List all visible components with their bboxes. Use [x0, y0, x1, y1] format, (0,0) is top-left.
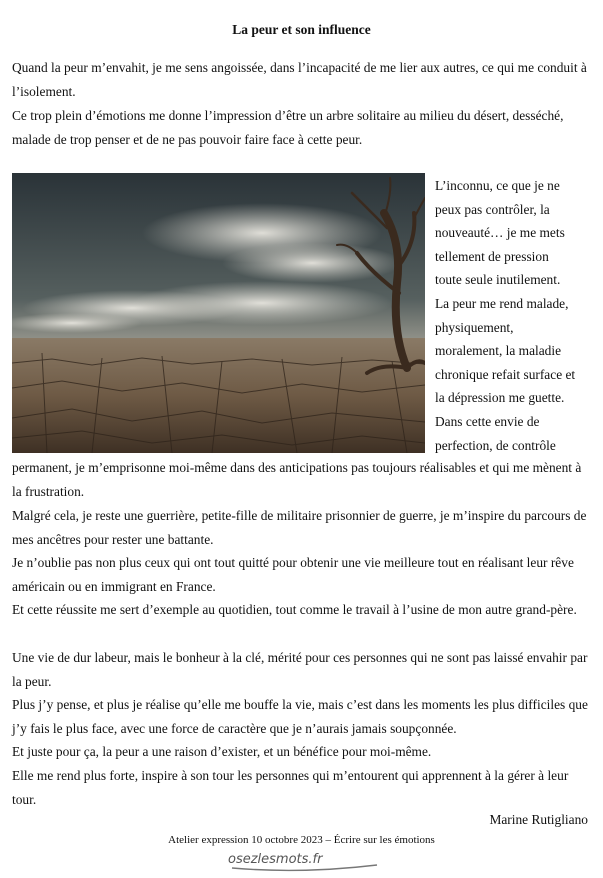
side-line: nouveauté… je me mets	[435, 225, 565, 241]
side-line: toute seule inutilement.	[435, 272, 561, 288]
paragraph-body-7: Et juste pour ça, la peur a une raison d’exister, et un bénéfice pour moi-même.	[12, 744, 432, 759]
paragraph-body-3: Je n’oublie pas non plus ceux qui ont tout quitté pour obtenir une vie meilleure tout en réalisant leur rêve américain ou en immigrant en France.	[12, 555, 574, 594]
side-line: chronique refait surface et	[435, 366, 576, 382]
logo-text: osezlesmots.fr	[228, 852, 323, 867]
paragraph-body-8: Elle me rend plus forte, inspire à son tour les personnes qui m’entourent qui apprennent à la gérer à leur tour.	[12, 768, 569, 807]
side-line: L’inconnu, ce que je ne	[435, 178, 560, 193]
footer-caption: Atelier expression 10 octobre 2023 – Écrire sur les émotions	[168, 834, 435, 846]
side-line: La peur me rend malade,	[435, 295, 569, 311]
side-line: moralement, la maladie	[435, 343, 562, 359]
desert-tree-photo	[12, 173, 425, 453]
site-logo	[222, 848, 382, 874]
paragraph-intro-1: Quand la peur m’envahit, je me sens angoissée, dans l’incapacité de me lier aux autres, ce qui me conduit à l’isolement.	[12, 60, 587, 99]
side-text	[435, 174, 595, 457]
side-line: tellement de pression	[435, 248, 549, 264]
paragraph-body-2: Malgré cela, je reste une guerrière, petite-fille de militaire prisonnier de guerre, je m’inspire du parcours de mes ancêtres pour rester une battante.	[12, 508, 587, 547]
author-signature: Marine Rutigliano	[489, 812, 588, 827]
side-line: physiquement,	[435, 319, 514, 335]
paragraph-body-1: permanent, je m’emprisonne moi-même dans des anticipations pas toujours réalisables et qui me mènent à la frustration.	[12, 460, 582, 499]
paragraph-body-5: Une vie de dur labeur, mais le bonheur à la clé, mérité pour ces personnes qui ne sont pas laissé envahir par la peur.	[12, 650, 588, 689]
side-line: perfection, de contrôle	[435, 437, 556, 453]
side-line: la dépression me guette.	[435, 390, 565, 406]
page-title: La peur et son influence	[232, 22, 371, 37]
side-line: peux pas contrôler, la	[435, 201, 550, 217]
paragraph-body-4: Et cette réussite me sert d’exemple au quotidien, tout comme le travail à l’usine de mon autre grand-père.	[12, 602, 577, 617]
paragraph-body-6: Plus j’y pense, et plus je réalise qu’elle me bouffe la vie, mais c’est dans les moments les plus difficiles que j’y fais le plus face, avec une force de caractère que je n’aurais jamais soupçonnée.	[12, 697, 588, 736]
paragraph-intro-2: Ce trop plein d’émotions me donne l’impression d’être un arbre solitaire au milieu du désert, desséché, malade de trop penser et de ne pas pouvoir faire face à cette peur.	[12, 108, 564, 147]
side-line: Dans cette envie de	[435, 413, 540, 429]
